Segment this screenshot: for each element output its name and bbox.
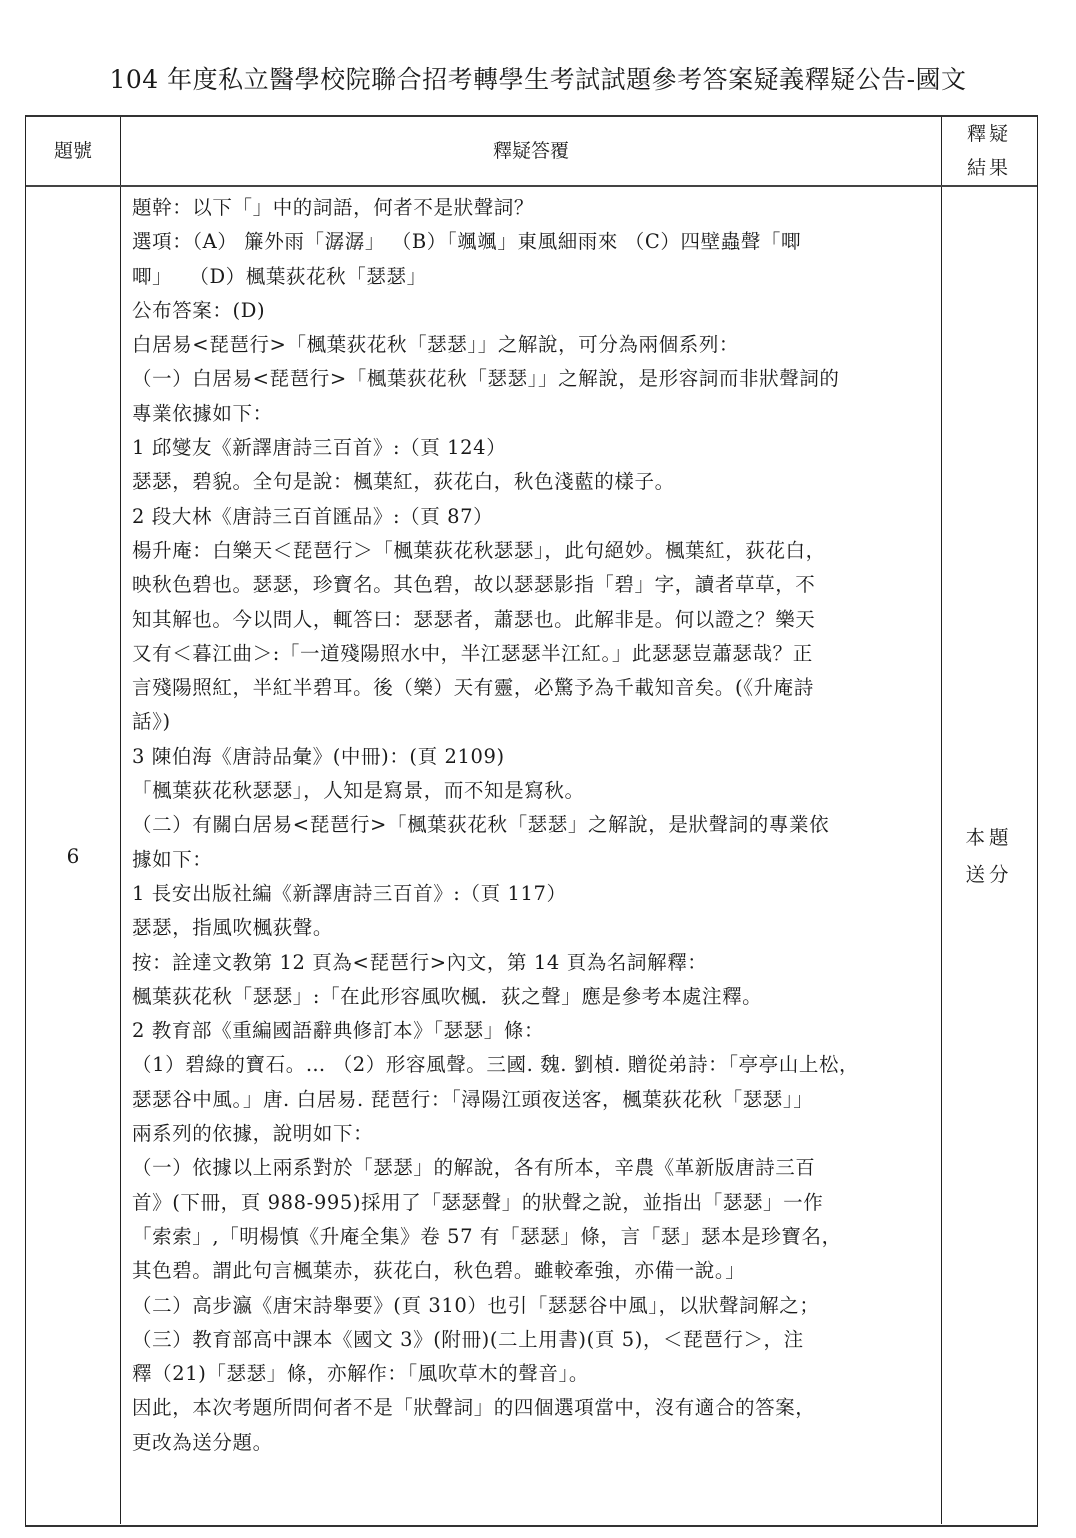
table-header-row (26, 117, 1037, 187)
reply-line: 「楓葉荻花秋瑟瑟」，人知是寫景，而不知是寫秋。 (132, 779, 585, 803)
reply-line: 知其解也。今以問人，輒答曰：瑟瑟者，蕭瑟也。此解非是。何以證之？樂天 (132, 607, 816, 631)
reply-line: 「索索」,「明楊慎《升庵全集》卷 57 有「瑟瑟」條，言「瑟」瑟本是珍寶名， (132, 1224, 842, 1248)
reply-line: （1）碧綠的寶石。… （2）形容風聲。三國. 魏. 劉楨. 贈從弟詩：「亭亭山上松， (132, 1053, 860, 1077)
header-result-line2: 結果 (966, 157, 1011, 179)
table-row (26, 187, 1037, 1524)
question-number-cell: 6 (26, 187, 121, 1524)
reply-line: 楊升庵：白樂天＜琵琶行＞「楓葉荻花秋瑟瑟」，此句絕妙。楓葉紅，荻花白， (132, 538, 826, 562)
reply-line: 唧」 （D）楓葉荻花秋「瑟瑟」 (132, 264, 427, 288)
reply-line: （二）高步瀛《唐宋詩舉要》(頁 310）也引「瑟瑟谷中風」，以狀聲詞解之； (132, 1293, 820, 1317)
reply-line: 更改為送分題。 (132, 1430, 273, 1454)
reply-line: 又有＜暮江曲＞:「一道殘陽照水中，半江瑟瑟半江紅。」此瑟瑟豈蕭瑟哉？正 (132, 641, 813, 665)
reply-line: 公布答案：(D) (132, 298, 266, 322)
reply-line: 釋（21)「瑟瑟」條，亦解作：「風吹草木的聲音」。 (132, 1362, 589, 1386)
reply-line: 1 長安出版社編《新譯唐詩三百首》:（頁 117） (132, 881, 567, 905)
reply-line: 楓葉荻花秋「瑟瑟」:「在此形容風吹楓．荻之聲」應是參考本處注釋。 (132, 984, 763, 1008)
reply-line: 據如下： (132, 847, 213, 871)
result-cell (942, 187, 1036, 1524)
reply-line: 言殘陽照紅，半紅半碧耳。後（樂）天有靈，必驚予為千載知音矣。(《升庵詩 (132, 676, 814, 700)
header-question-number: 題號 (26, 117, 121, 185)
reply-line: 兩系列的依據，說明如下： (132, 1122, 374, 1146)
reply-line: 2 段大林《唐詩三百首匯品》:（頁 87） (132, 504, 494, 528)
reply-line: （二）有關白居易<琵琶行>「楓葉荻花秋「瑟瑟」之解說，是狀聲詞的專業依 (132, 813, 830, 837)
reply-line: 映秋色碧也。瑟瑟，珍寶名。其色碧，故以瑟瑟影指「碧」字，讀者草草，不 (132, 573, 816, 597)
reply-line: 瑟瑟谷中風。」唐. 白居易. 琵琶行：「潯陽江頭夜送客，楓葉荻花秋「瑟瑟」」 (132, 1087, 814, 1111)
reply-line: 專業依據如下： (132, 401, 273, 425)
clarification-table (25, 115, 1038, 1527)
reply-line: 選項：（A） 簾外雨「潺潺」 （B）「颯颯」東風細雨來 （C）四壁蟲聲「唧 (132, 230, 802, 254)
reply-line: （三）教育部高中課本《國文 3》(附冊)(二上用書)(頁 5)，＜琵琶行＞，注 (132, 1327, 804, 1351)
reply-line: 3 陳伯海《唐詩品彙》(中冊)：(頁 2109) (132, 744, 505, 768)
result-line1: 本題 (965, 825, 1013, 849)
reply-line: 首》(下冊，頁 988-995)採用了「瑟瑟聲」的狀聲之說，並指出「瑟瑟」一作 (132, 1190, 824, 1214)
reply-line: 2 教育部《重編國語辭典修訂本》「瑟瑟」條： (132, 1019, 545, 1043)
document-title: 104 年度私立醫學校院聯合招考轉學生考試試題參考答案疑義釋疑公告-國文 (109, 65, 967, 94)
reply-line: （一）白居易<琵琶行>「楓葉荻花秋「瑟瑟」」之解說，是形容詞而非狀聲詞的 (132, 367, 840, 391)
result-line2: 送分 (965, 862, 1013, 886)
reply-line: 瑟瑟，指風吹楓荻聲。 (132, 916, 334, 940)
reply-line: 因此，本次考題所問何者不是「狀聲詞」的四個選項當中，沒有適合的答案， (132, 1396, 816, 1420)
reply-line: 話》) (132, 710, 171, 734)
reply-line: 其色碧。謂此句言楓葉赤，荻花白，秋色碧。雖較牽強，亦備一說。」 (132, 1259, 746, 1283)
reply-line: 瑟瑟，碧貌。全句是說：楓葉紅，荻花白，秋色淺藍的樣子。 (132, 470, 675, 494)
reply-line: 題幹：以下「」中的詞語，何者不是狀聲詞？ (132, 196, 535, 219)
reply-line: （一）依據以上兩系對於「瑟瑟」的解說，各有所本，辛農《革新版唐詩三百 (132, 1156, 816, 1180)
reply-line: 按：詮達文教第 12 頁為<琵琶行>內文，第 14 頁為名詞解釋： (132, 950, 708, 974)
reply-line: 白居易<琵琶行>「楓葉荻花秋「瑟瑟」」之解說，可分為兩個系列： (132, 333, 740, 357)
reply-cell (121, 187, 942, 1524)
reply-line: 1 邱燮友《新譯唐詩三百首》:（頁 124） (132, 436, 507, 460)
header-clarification-reply: 釋疑答覆 (121, 117, 942, 185)
header-result-line1: 釋疑 (966, 123, 1011, 145)
header-clarification-result (942, 117, 1036, 185)
